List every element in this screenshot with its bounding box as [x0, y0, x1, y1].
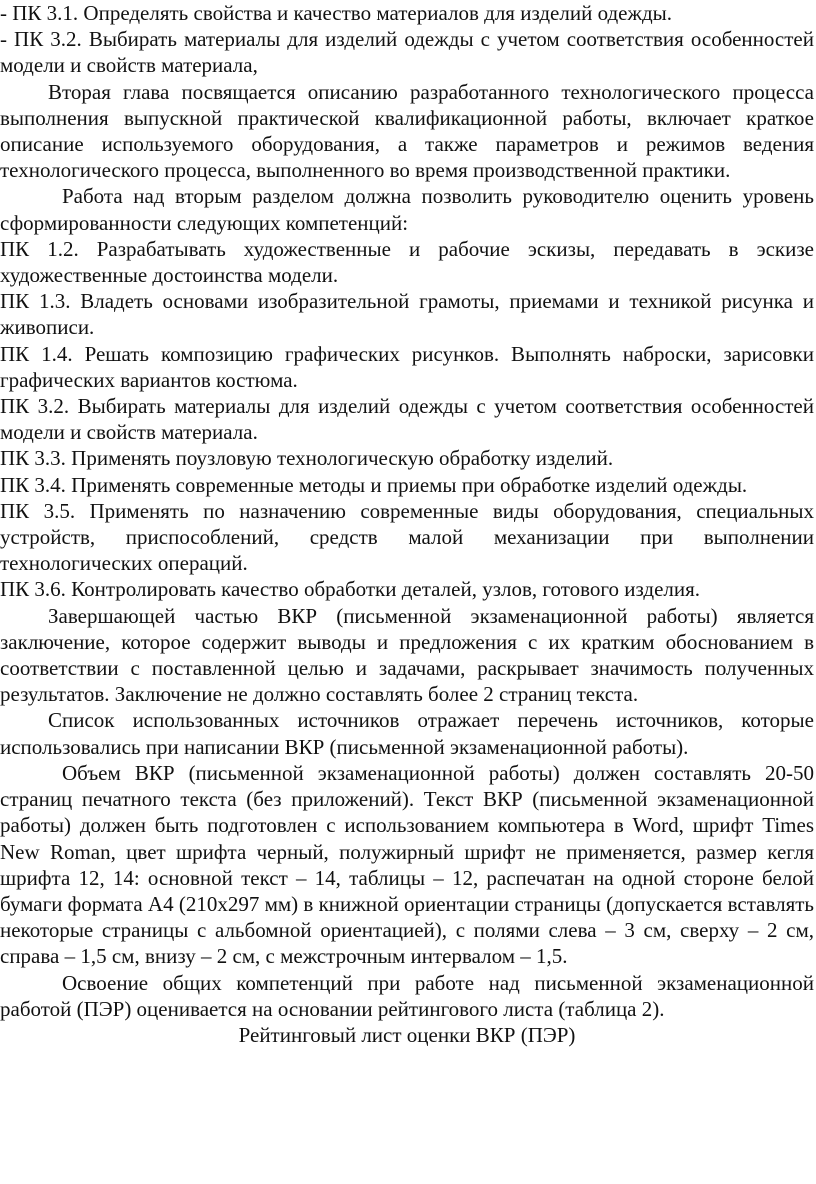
pk-1-4-item: ПК 1.4. Решать композицию графических рисунков. Выполнять наброски, зарисовки графических вариантов костюма. — [0, 341, 814, 392]
pk-3-5-item: ПК 3.5. Применять по назначению современные виды оборудования, специальных устройств, приспособлений, средств малой механизации при выполнении технологических операций. — [0, 498, 814, 576]
pk-1-3-item: ПК 1.3. Владеть основами изобразительной грамоты, приемами и техникой рисунка и живописи. — [0, 289, 814, 340]
pk-3-2-repeat-item: ПК 3.2. Выбирать материалы для изделий одежды с учетом соответствия особенностей модели и свойств материала. — [0, 394, 814, 445]
pk-1-2-item: ПК 1.2. Разрабатывать художественные и рабочие эскизы, передавать в эскизе художественные достоинства модели. — [0, 236, 814, 288]
pk-3-1-item: - ПК 3.1. Определять свойства и качество материалов для изделий одежды. — [0, 1, 673, 25]
assessment-paragraph: Освоение общих компетенций при работе над письменной экзаменационной работой (ПЭР) оценивается на основании рейтингового листа (таблица 2). — [0, 970, 814, 1021]
pk-3-3-item: ПК 3.3. Применять поузловую технологическую обработку изделий. — [0, 446, 614, 471]
competencies-intro-paragraph: Работа над вторым разделом должна позволить руководителю оценить уровень сформированности следующих компетенций: — [0, 184, 814, 235]
rating-sheet-heading: Рейтинговый лист оценки ВКР (ПЭР) — [238, 1022, 576, 1047]
conclusion-paragraph: Завершающей частью ВКР (письменной экзаменационной работы) является заключение, которое содержит выводы и предложения с их кратким обоснованием в соответствии с поставленной целью и задачами, раскрывает значимость полученных результатов. Заключение не должно составлять более 2 страниц текста. — [0, 603, 814, 707]
pk-3-2-item: - ПК 3.2. Выбирать материалы для изделий одежды с учетом соответствия особенностей модели и свойств материала, — [0, 27, 814, 78]
chapter-two-paragraph: Вторая глава посвящается описанию разработанного технологического процесса выполнения выпускной практической квалификационной работы, включает краткое описание используемого оборудования, а также параметров и режимов ведения технологического процесса, выполненного во время производственной практики. — [0, 79, 814, 183]
pk-3-6-item: ПК 3.6. Контролировать качество обработки деталей, узлов, готового изделия. — [0, 577, 701, 602]
sources-paragraph: Список использованных источников отражает перечень источников, которые использовались при написании ВКР (письменной экзаменационной работы). — [0, 708, 814, 759]
volume-paragraph: Объем ВКР (письменной экзаменационной работы) должен составлять 20-50 страниц печатного текста (без приложений). Текст ВКР (письменной экзаменационной работы) должен быть подготовлен с использованием компьютера в Word, шрифт Times New Roman, цвет шрифта черный, полужирный шрифт не применяется, размер кегля шрифта 12, 14: основной текст – 14, таблицы – 12, распечатан на одной стороне белой бумаги формата А4 (210х297 мм) в книжной ориентации страницы (допускается вставлять некоторые страницы с альбомной ориентацией), с полями слева – 3 см, сверху – 2 см, справа – 1,5 см, внизу – 2 см, с межстрочным интервалом – 1,5. — [0, 760, 814, 969]
pk-3-4-item: ПК 3.4. Применять современные методы и приемы при обработке изделий одежды. — [0, 472, 748, 497]
